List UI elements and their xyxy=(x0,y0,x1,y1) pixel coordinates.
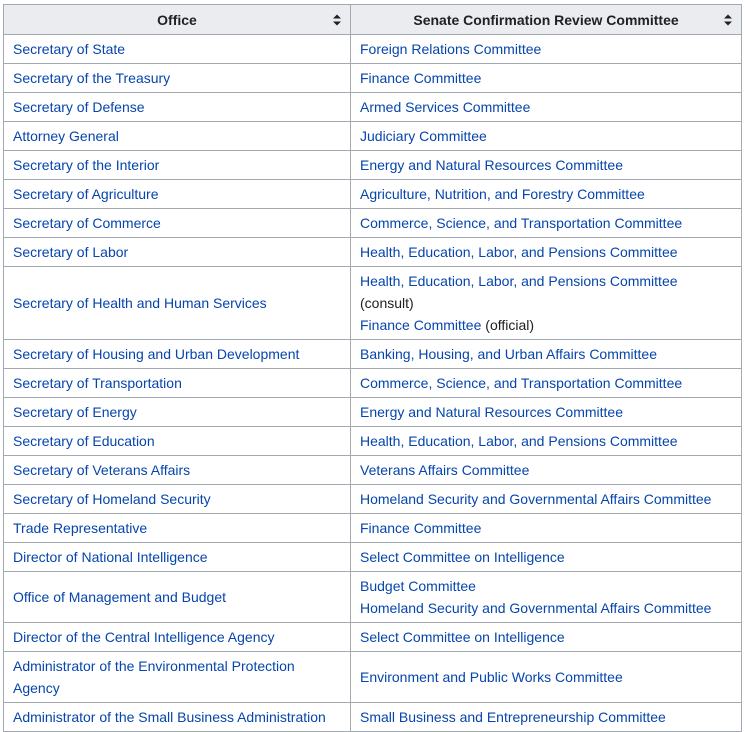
table-row xyxy=(4,456,742,485)
committee-cell xyxy=(351,703,742,732)
table-row xyxy=(4,267,742,340)
sort-icon[interactable] xyxy=(724,14,732,25)
office-cell xyxy=(4,623,351,652)
committee-line xyxy=(360,372,735,394)
office-cell xyxy=(4,122,351,151)
office-cell xyxy=(4,340,351,369)
committee-cell xyxy=(351,122,742,151)
committee-link[interactable]: Homeland Security and Governmental Affairs Committee xyxy=(360,491,712,507)
committee-line xyxy=(360,96,735,118)
committee-cell xyxy=(351,456,742,485)
committee-cell xyxy=(351,35,742,64)
committee-cell xyxy=(351,64,742,93)
committee-link[interactable]: Health, Education, Labor, and Pensions Committee xyxy=(360,433,678,449)
committee-line xyxy=(360,546,735,568)
committee-link[interactable]: Homeland Security and Governmental Affairs Committee xyxy=(360,600,712,616)
committee-link[interactable]: Health, Education, Labor, and Pensions Committee xyxy=(360,273,678,289)
committee-cell xyxy=(351,427,742,456)
committee-line xyxy=(360,67,735,89)
confirmation-committee-table xyxy=(3,4,742,732)
office-cell xyxy=(4,543,351,572)
column-header-office[interactable] xyxy=(4,5,351,35)
office-link[interactable]: Secretary of Defense xyxy=(13,99,145,115)
committee-link[interactable]: Veterans Affairs Committee xyxy=(360,462,530,478)
committee-line xyxy=(360,459,735,481)
office-link[interactable]: Secretary of Transportation xyxy=(13,375,182,391)
table-row xyxy=(4,35,742,64)
committee-link[interactable]: Judiciary Committee xyxy=(360,128,487,144)
office-cell xyxy=(4,398,351,427)
table-row xyxy=(4,209,742,238)
committee-cell xyxy=(351,369,742,398)
committee-cell xyxy=(351,485,742,514)
committee-link[interactable]: Select Committee on Intelligence xyxy=(360,549,565,565)
committee-line xyxy=(360,488,735,510)
office-link[interactable]: Secretary of Agriculture xyxy=(13,186,159,202)
office-cell xyxy=(4,209,351,238)
office-cell xyxy=(4,64,351,93)
column-header-label: Senate Confirmation Review Committee xyxy=(413,11,679,28)
committee-link[interactable]: Finance Committee xyxy=(360,70,482,86)
table-row xyxy=(4,340,742,369)
office-link[interactable]: Secretary of Energy xyxy=(13,404,137,420)
office-cell xyxy=(4,238,351,267)
committee-line xyxy=(360,517,735,539)
office-link[interactable]: Secretary of Labor xyxy=(13,244,129,260)
office-link[interactable]: Office of Management and Budget xyxy=(13,589,226,605)
committee-link[interactable]: Energy and Natural Resources Committee xyxy=(360,404,624,420)
office-link[interactable]: Attorney General xyxy=(13,128,119,144)
office-cell xyxy=(4,151,351,180)
office-link[interactable]: Secretary of the Interior xyxy=(13,157,160,173)
office-link[interactable]: Secretary of Veterans Affairs xyxy=(13,462,191,478)
table-row xyxy=(4,485,742,514)
office-link[interactable]: Secretary of State xyxy=(13,41,126,57)
committee-link[interactable]: Small Business and Entrepreneurship Committee xyxy=(360,709,666,725)
committee-line xyxy=(360,343,735,365)
table-row xyxy=(4,514,742,543)
committee-cell xyxy=(351,340,742,369)
table-row xyxy=(4,122,742,151)
committee-cell xyxy=(351,514,742,543)
office-cell xyxy=(4,35,351,64)
table-row xyxy=(4,369,742,398)
table-row xyxy=(4,623,742,652)
table-body xyxy=(4,35,742,732)
table-row xyxy=(4,572,742,623)
office-link[interactable]: Secretary of Housing and Urban Development xyxy=(13,346,300,362)
office-cell xyxy=(4,180,351,209)
office-link[interactable]: Director of National Intelligence xyxy=(13,549,208,565)
committee-cell xyxy=(351,572,742,623)
committee-cell xyxy=(351,151,742,180)
header-row xyxy=(4,5,742,35)
committee-line xyxy=(360,575,735,597)
committee-link[interactable]: Health, Education, Labor, and Pensions Committee xyxy=(360,244,678,260)
committee-link[interactable]: Foreign Relations Committee xyxy=(360,41,542,57)
office-link[interactable]: Trade Representative xyxy=(13,520,148,536)
committee-link[interactable]: Finance Committee xyxy=(360,520,482,536)
office-link[interactable]: Director of the Central Intelligence Agency xyxy=(13,629,275,645)
committee-line xyxy=(360,430,735,452)
office-cell xyxy=(4,572,351,623)
office-cell xyxy=(4,514,351,543)
sort-icon[interactable] xyxy=(333,14,341,25)
committee-line xyxy=(360,154,735,176)
committee-cell xyxy=(351,180,742,209)
table-row xyxy=(4,652,742,703)
committee-cell xyxy=(351,652,742,703)
column-header-committee[interactable] xyxy=(351,5,742,35)
office-cell xyxy=(4,652,351,703)
committee-role-note: (official) xyxy=(485,317,535,333)
office-cell xyxy=(4,267,351,340)
committee-cell xyxy=(351,267,742,340)
table-row xyxy=(4,64,742,93)
committee-link[interactable]: Agriculture, Nutrition, and Forestry Committee xyxy=(360,186,645,202)
office-link[interactable]: Administrator of the Environmental Protection Agency xyxy=(13,658,295,696)
committee-link[interactable]: Environment and Public Works Committee xyxy=(360,669,623,685)
committee-line xyxy=(360,270,735,314)
table-row xyxy=(4,238,742,267)
office-cell xyxy=(4,369,351,398)
committee-link[interactable]: Energy and Natural Resources Committee xyxy=(360,157,624,173)
committee-line xyxy=(360,706,735,728)
committee-link[interactable]: Budget Committee xyxy=(360,578,476,594)
office-link[interactable]: Secretary of the Treasury xyxy=(13,70,171,86)
committee-cell xyxy=(351,543,742,572)
committee-link[interactable]: Select Committee on Intelligence xyxy=(360,629,565,645)
column-header-label: Office xyxy=(157,11,197,28)
committee-cell xyxy=(351,623,742,652)
committee-line xyxy=(360,401,735,423)
committee-line xyxy=(360,183,735,205)
office-cell xyxy=(4,456,351,485)
table-row xyxy=(4,543,742,572)
office-link[interactable]: Secretary of Commerce xyxy=(13,215,161,231)
office-link[interactable]: Administrator of the Small Business Administration xyxy=(13,709,326,725)
committee-cell xyxy=(351,93,742,122)
committee-line xyxy=(360,314,735,336)
office-cell xyxy=(4,485,351,514)
committee-cell xyxy=(351,398,742,427)
office-link[interactable]: Secretary of Health and Human Services xyxy=(13,295,267,311)
committee-line xyxy=(360,38,735,60)
committee-line xyxy=(360,241,735,263)
committee-link[interactable]: Finance Committee xyxy=(360,317,482,333)
committee-link[interactable]: Commerce, Science, and Transportation Committee xyxy=(360,215,683,231)
committee-cell xyxy=(351,238,742,267)
committee-line xyxy=(360,212,735,234)
committee-line xyxy=(360,626,735,648)
office-cell xyxy=(4,427,351,456)
table-row xyxy=(4,180,742,209)
table-container xyxy=(3,4,742,732)
table-row xyxy=(4,398,742,427)
committee-link[interactable]: Commerce, Science, and Transportation Committee xyxy=(360,375,683,391)
committee-link[interactable]: Banking, Housing, and Urban Affairs Committee xyxy=(360,346,658,362)
table-row xyxy=(4,703,742,732)
committee-role-note: (consult) xyxy=(360,295,414,311)
office-cell xyxy=(4,703,351,732)
table-row xyxy=(4,427,742,456)
office-cell xyxy=(4,93,351,122)
committee-line xyxy=(360,125,735,147)
committee-link[interactable]: Armed Services Committee xyxy=(360,99,531,115)
table-row xyxy=(4,151,742,180)
office-link[interactable]: Secretary of Homeland Security xyxy=(13,491,211,507)
table-row xyxy=(4,93,742,122)
committee-line xyxy=(360,597,735,619)
committee-cell xyxy=(351,209,742,238)
office-link[interactable]: Secretary of Education xyxy=(13,433,155,449)
committee-line xyxy=(360,666,735,688)
